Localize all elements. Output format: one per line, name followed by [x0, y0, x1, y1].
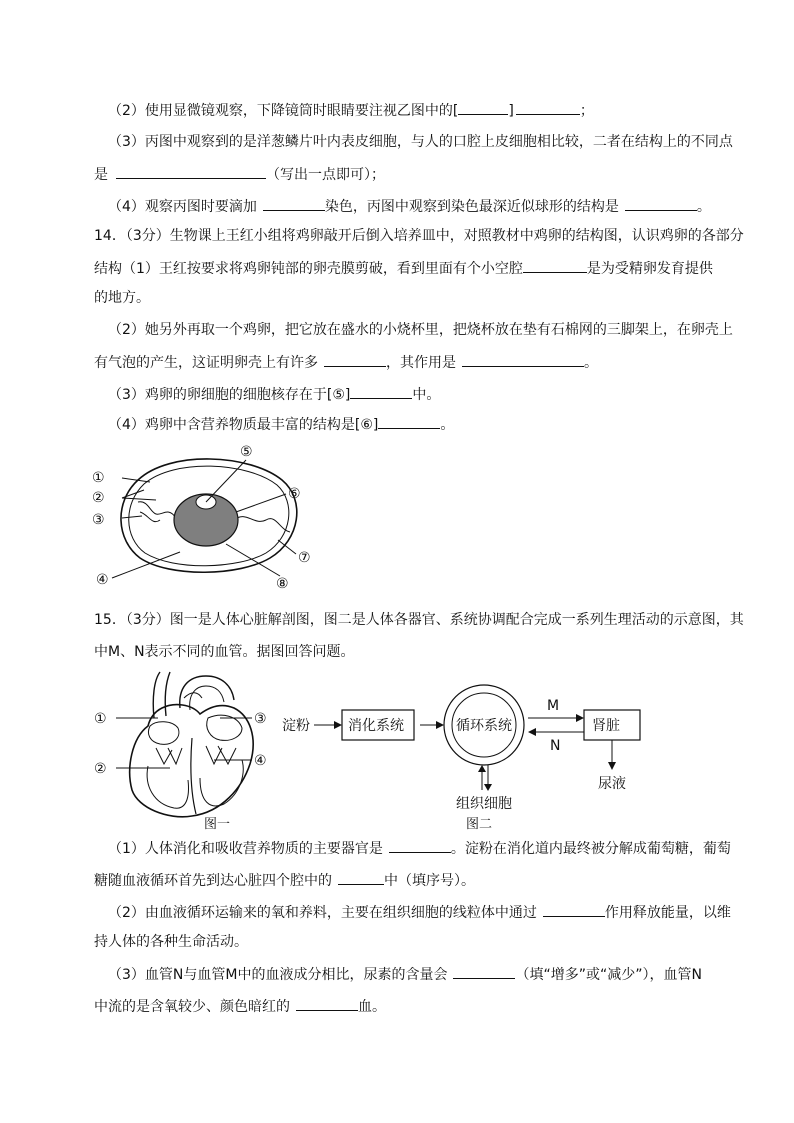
q15-stem: 15．（3分）图一是人体心脏解剖图，图二是人体各器官、系统协调配合完成一系列生理活动的示意图，其: [94, 612, 744, 628]
arrowhead-tissue-up: [478, 765, 486, 772]
fig1-caption: 图一: [204, 817, 231, 832]
left-atrium: [207, 715, 242, 740]
chalaza-left2: [140, 512, 160, 522]
q13-part3-cont: 是 （写出一点即可）；: [94, 164, 385, 184]
answer-blank[interactable]: [625, 196, 697, 211]
q14-part1: 结构（1）王红按要求将鸡卵钝部的卵壳膜剪破，看到里面有个小空腔 是为受精卵发育提供: [94, 258, 713, 278]
q14-part2: （2）她另外再取一个鸡卵，把它放在盛水的小烧杯里，把烧杯放在垫有石棉网的三脚架上，在卵壳上: [108, 322, 733, 338]
egg-label-7: ⑦: [298, 550, 311, 566]
answer-blank[interactable]: [338, 870, 384, 885]
q15-part2: （2）由血液循环运输来的氧和养料，主要在组织细胞的线粒体中通过 作用释放能量，以维: [108, 902, 731, 922]
answer-blank[interactable]: [462, 352, 584, 367]
arrowhead-m: [576, 714, 584, 722]
starch-label: 淀粉: [282, 718, 310, 734]
arrowhead-n: [528, 728, 536, 736]
tissue-label: 组织细胞: [456, 796, 512, 812]
answer-blank[interactable]: [350, 384, 412, 399]
heart-label-4: ④: [254, 753, 267, 769]
egg-label-5: ⑤: [240, 444, 253, 460]
digestive-label: 消化系统: [348, 718, 404, 734]
q15-stem-cont: 中M、N表示不同的血管。据图回答问题。: [94, 644, 355, 660]
aorta: [180, 676, 234, 708]
heart-label-3: ③: [254, 711, 267, 727]
answer-blank[interactable]: [516, 100, 580, 115]
heart-label-1: ①: [94, 711, 107, 727]
right-valve: [156, 748, 182, 764]
label-line-2a: [122, 490, 144, 498]
n-label: N: [550, 738, 561, 754]
right-ventricle: [147, 766, 188, 808]
q14-part2-cont: 有气泡的产生，这证明卵壳上有许多 ，其作用是 。: [94, 352, 598, 372]
kidney-label: 肾脏: [592, 718, 620, 734]
answer-blank[interactable]: [458, 100, 508, 115]
arrowhead-starch: [334, 721, 342, 729]
left-valve: [206, 746, 236, 764]
urine-label: 尿液: [598, 776, 626, 792]
answer-blank[interactable]: [389, 838, 451, 853]
answer-blank[interactable]: [378, 414, 440, 429]
q13-part4: （4）观察丙图时要滴加 染色，丙图中观察到染色最深近似球形的结构是 。: [108, 196, 711, 216]
heart-label-2: ②: [94, 761, 107, 777]
vena-cava2: [165, 672, 170, 716]
arrowhead-urine: [608, 762, 616, 770]
egg-label-8: ⑧: [276, 576, 289, 592]
q14-part3: （3）鸡卵的卵细胞的细胞核存在于[⑤] 中。: [108, 384, 440, 404]
q13-part3: （3）丙图中观察到的是洋葱鳞片叶内表皮细胞，与人的口腔上皮细胞相比较，二者在结构上的不同点: [108, 134, 733, 150]
answer-blank[interactable]: [116, 164, 266, 179]
egg-label-6: ⑥: [288, 486, 301, 502]
label-line-2b: [122, 498, 156, 500]
septum: [191, 738, 196, 814]
answer-blank[interactable]: [543, 902, 605, 917]
arrowhead-digest: [436, 721, 444, 729]
egg-label-2: ②: [92, 490, 105, 506]
q14-part1-cont: 的地方。: [94, 290, 150, 306]
m-label: M: [547, 698, 560, 714]
egg-label-4: ④: [96, 572, 109, 588]
circulatory-label: 循环系统: [456, 718, 512, 734]
answer-blank[interactable]: [324, 352, 386, 367]
label-line-3: [122, 516, 142, 518]
egg-diagram: [90, 440, 330, 590]
right-atrium: [148, 722, 178, 745]
flow-diagram: [280, 676, 660, 836]
egg-label-3: ③: [92, 512, 105, 528]
q13-part2: （2）使用显微镜观察，下降镜筒时眼睛要注视乙图中的[ ] ；: [108, 100, 594, 120]
chalaza-right: [234, 517, 290, 532]
arrowhead-tissue-down: [484, 784, 492, 791]
fig2-caption: 图二: [466, 817, 493, 832]
label-line-6: [236, 494, 286, 512]
q15-part3-cont: 中流的是含氧较少、颜色暗红的 血。: [94, 996, 386, 1016]
q14-stem: 14．（3分）生物课上王红小组将鸡卵敲开后倒入培养皿中，对照教材中鸡卵的结构图，认识鸡卵的各部分: [94, 228, 744, 244]
answer-blank[interactable]: [453, 964, 515, 979]
heart-diagram: [92, 668, 272, 834]
q15-part1-cont: 糖随血液循环首先到达心脏四个腔中的 中（填序号）。: [94, 870, 475, 890]
q15-part2-cont: 持人体的各种生命活动。: [94, 934, 248, 950]
chalaza-left: [138, 502, 176, 518]
answer-blank[interactable]: [263, 196, 325, 211]
q15-part1: （1）人体消化和吸收营养物质的主要器官是 。淀粉在消化道内最终被分解成葡萄糖，葡萄: [108, 838, 731, 858]
egg-label-1: ①: [92, 470, 105, 486]
answer-blank[interactable]: [296, 996, 358, 1011]
left-ventricle: [200, 760, 243, 806]
q14-part4: （4）鸡卵中含营养物质最丰富的结构是[⑥] 。: [108, 414, 454, 434]
label-line-4: [112, 552, 180, 578]
q15-part3: （3）血管N与血管M中的血液成分相比，尿素的含量会 （填“增多”或“减少”），血管N: [108, 964, 702, 984]
answer-blank[interactable]: [523, 258, 587, 273]
